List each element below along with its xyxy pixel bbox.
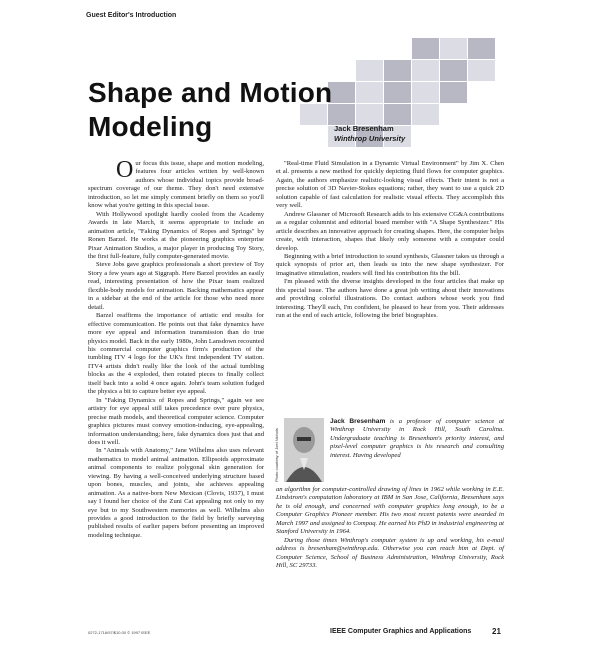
paragraph: In "Animals with Anatomy," Jane Wilhelms also uses relevant mathematics to model animal animation. Ellipsoids approximate animal components to realize polygonal skin generation for viewing. By having a well-conceived underlying structure based upon bones, muscles, and joints, she achieves appealing animation. As a native-born New Mexican (Clovis, 1937), I must say I found her choice of the Zuni Cat appealing not only to my eye but to my Southwestern memories as well. Wilhelms also provides a good introduction to the field by briefly surveying published results of earlier papers before presenting an improved modeling technique. [88, 447, 264, 539]
photo-credit: Photo courtesy of Joel Nichols [274, 428, 279, 482]
mosaic-tile [384, 82, 411, 103]
mosaic-tile [468, 38, 495, 59]
bio-name: Jack Bresenham [330, 418, 386, 425]
mosaic-tile [412, 60, 439, 81]
drop-cap: O [116, 157, 134, 183]
title-line-1: Shape and Motion [88, 77, 333, 108]
author-bio: Jack Bresenham is a professor of computer science at Winthrop University in Rock Hill, South Carolina. Undergraduate teaching is Bresenham's priority interest, and pixel-level computer graphics is his research and consulting interest. Having developed [330, 418, 504, 459]
mosaic-tile [440, 38, 467, 59]
mosaic-tile [440, 82, 467, 103]
mosaic-tile [356, 104, 383, 125]
bio-paragraph: an algorithm for computer-controlled drawing of lines in 1962 while working in E.E. Lindstrom's computation laboratory at IBM in San Jose, California, Bresenham says he is old enough, and concerned with computer graphics long enough, to be a Computer Graphics Pioneer member. His two most recent patents were awarded in March 1997 and assigned to Compaq. He earned his PhD in industrial engineering at Stanford University in 1964. [276, 486, 504, 536]
paragraph: In "Faking Dynamics of Ropes and Springs," again we see artistry for eye appeal still takes precedence over pure physics, precise math models, and theoretical computer science. Computer graphics pictures must convey emotion-inducing, eye-appealing, information understanding; here, fake dynamics does just that and does it well. [88, 396, 264, 446]
author-name: Jack Bresenham [334, 124, 394, 133]
mosaic-tile [356, 82, 383, 103]
paragraph: Our focus this issue, shape and motion modeling, features four articles written by well-known authors whose individual topics provide broad-spectrum coverage of our theme. They don't need extensive introduction, so let me simply comment briefly on them so you'll know what you're getting in this special issue. [88, 157, 264, 210]
mosaic-tile [468, 60, 495, 81]
paragraph: Steve Jobs gave graphics professionals a short preview of Toy Story a few years ago at Siggraph. Here Barzel provides an easily read, interesting presentation of how the Pixar team realized flexible-body models for animation. Backing mathematics appear in a sidebar at the end of the article for those who need more detail. [88, 261, 264, 311]
mosaic-tile [440, 60, 467, 81]
bio-paragraph: During those times Winthrop's computer system is up and working, his e-mail address is bresenham@winthrop.edu. Otherwise you can reach him at Dept. of Computer Science, School of Business Administration, Winthrop University, Rock Hill, SC 29733. [276, 536, 504, 570]
title-line-2: Modeling [88, 111, 213, 142]
author-photo [284, 418, 324, 482]
author-bio-continued [276, 486, 504, 571]
mosaic-tile [384, 104, 411, 125]
paragraph: "Real-time Fluid Simulation in a Dynamic Virtual Environment" by Jim X. Chen et al. presents a new method for quickly depicting fluid flows for computer graphics. Again, the authors emphasize realistic-looking visual effects. Their intent is not a precise solution of 3D Navier-Stokes equations; rather, they want to use a quick 2D solution capable of fast calculation for realistic visual effects. They accomplish this very well. [276, 160, 504, 210]
right-column [276, 160, 504, 321]
paragraph: I'm pleased with the diverse insights developed in the four articles that make up this special issue. The authors have done a great job writing about their innovations and providing colorful illustrations. Do contact authors whose work you find interesting. They'll each, I'm confident, be pleased to hear from you. Their addresses run at the end of each article, following the brief biographies. [276, 278, 504, 320]
paragraph: With Hollywood spotlight hardly cooled from the Academy Awards in late March, it seems appropriate to include an animation article, "Faking Dynamics of Ropes and Springs" by Ronen Barzel. He works at the pioneering graphics enterprise Pixar Animation Studios, a major player in producing Toy Story, the first full-feature, fully computer-generated movie. [88, 210, 264, 260]
paragraph: Andrew Glassner of Microsoft Research adds to his extensive CG&A contributions as a regular columnist and editorial board member with "A Shape Synthesizer." His article describes an innovative approach for creating shapes. Here, the computer helps create, with interaction, shapes that likely only someone with a computer could develop. [276, 210, 504, 252]
author-affiliation: Winthrop University [334, 134, 406, 143]
left-column [88, 157, 264, 540]
footer-code: 0272-1716/97/$10.00 © 1997 IEEE [88, 630, 151, 635]
article-title [88, 76, 332, 144]
paragraph: Barzel reaffirms the importance of artistic end results for effective communication. He points out that fake dynamics have more eye appeal and information transmission than do true physics model. Back in the early 1980s, John Lansdown recounted his commercial computer graphics firm's production of the tumbling ITV 4 logo for the UK's first independent TV station. ITV4 artists didn't really like the look of the actual tumbling blocks as the 4 exploded, then rotated pieces to finally collect itself back into a solid 4 once again. John's team solution fudged the physics a bit to capture better eye appeal. [88, 312, 264, 396]
mosaic-tile [412, 38, 439, 59]
mosaic-tile [356, 60, 383, 81]
paragraph: Beginning with a brief introduction to sound synthesis, Glassner takes us through a quick synopsis of prior art, then leads us into the new shape synthesizer. For imaginative stimulation, readers will find his contribution fits the bill. [276, 252, 504, 277]
mosaic-tile [412, 82, 439, 103]
byline [334, 124, 405, 144]
section-label: Guest Editor's Introduction [86, 12, 177, 19]
footer-journal: IEEE Computer Graphics and Applications [330, 628, 472, 635]
mosaic-tile [412, 104, 439, 125]
mosaic-tile [384, 60, 411, 81]
page-number: 21 [492, 627, 501, 636]
